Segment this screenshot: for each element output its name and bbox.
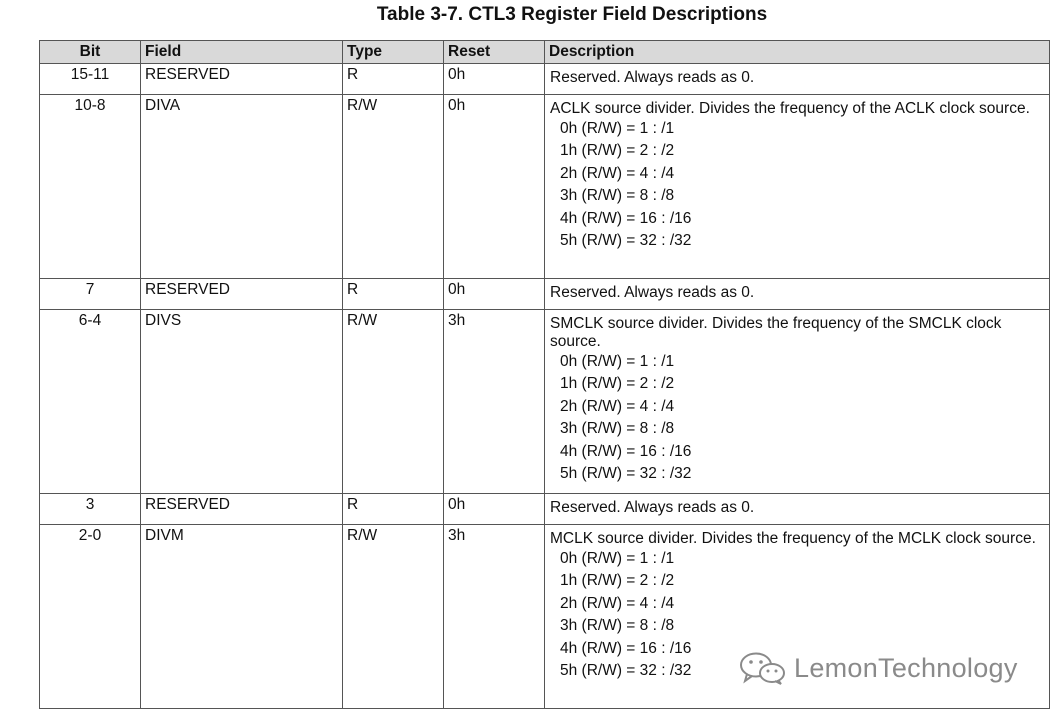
field-cell: DIVM (141, 525, 343, 709)
enum-value: 2h (R/W) = 4 : /4 (560, 594, 675, 612)
field-cell: RESERVED (141, 494, 343, 525)
description-text: Reserved. Always reads as 0. (550, 499, 755, 516)
register-field-table (39, 40, 1050, 709)
watermark-text: LemonTechnology (794, 652, 1018, 683)
enum-value: 5h (R/W) = 32 : /32 (560, 465, 692, 483)
enum-value: 0h (R/W) = 1 : /1 (560, 550, 675, 567)
bit-cell: 7 (40, 279, 141, 310)
enum-value: 3h (R/W) = 8 : /8 (560, 617, 675, 635)
description-text: MCLK source divider. Divides the frequency of the MCLK clock source. (550, 530, 1036, 547)
enum-value: 1h (R/W) = 2 : /2 (560, 572, 675, 590)
column-header-type: Type (343, 41, 444, 64)
field-cell: RESERVED (141, 279, 343, 310)
enum-value: 0h (R/W) = 1 : /1 (560, 353, 675, 370)
description-cell (545, 494, 1050, 525)
enum-value: 2h (R/W) = 4 : /4 (560, 397, 675, 415)
enum-value: 5h (R/W) = 32 : /32 (560, 662, 692, 680)
reset-cell: 3h (444, 310, 545, 494)
type-cell: R (343, 494, 444, 525)
description-cell (545, 64, 1050, 95)
type-cell: R/W (343, 525, 444, 709)
watermark (738, 648, 1018, 688)
bit-cell: 10-8 (40, 95, 141, 279)
field-cell: RESERVED (141, 64, 343, 95)
description-cell (545, 279, 1050, 310)
table-row (40, 494, 1050, 525)
bit-cell: 3 (40, 494, 141, 525)
enum-value: 3h (R/W) = 8 : /8 (560, 420, 675, 438)
type-cell: R (343, 279, 444, 310)
description-cell (545, 95, 1050, 279)
table-row (40, 95, 1050, 279)
description-text: Reserved. Always reads as 0. (550, 284, 755, 301)
table-row (40, 310, 1050, 494)
enum-list (550, 351, 1045, 485)
description-text: ACLK source divider. Divides the frequency of the ACLK clock source. (550, 100, 1030, 117)
reset-cell: 0h (444, 64, 545, 95)
enum-value: 1h (R/W) = 2 : /2 (560, 375, 675, 393)
enum-value: 5h (R/W) = 32 : /32 (560, 232, 692, 250)
column-header-bit: Bit (40, 41, 141, 64)
enum-value: 1h (R/W) = 2 : /2 (560, 142, 675, 160)
table-row (40, 279, 1050, 310)
column-header-description: Description (545, 41, 1050, 64)
type-cell: R (343, 64, 444, 95)
reset-cell: 0h (444, 494, 545, 525)
table-header-row (40, 41, 1050, 64)
bit-cell: 15-11 (40, 64, 141, 95)
enum-value: 0h (R/W) = 1 : /1 (560, 120, 675, 137)
reset-cell: 3h (444, 525, 545, 709)
column-header-reset: Reset (444, 41, 545, 64)
enum-list (550, 118, 1045, 252)
description-text: Reserved. Always reads as 0. (550, 69, 755, 86)
enum-value: 4h (R/W) = 16 : /16 (560, 442, 692, 460)
enum-value: 4h (R/W) = 16 : /16 (560, 639, 692, 657)
description-cell (545, 310, 1050, 494)
field-cell: DIVA (141, 95, 343, 279)
reset-cell: 0h (444, 95, 545, 279)
table-row (40, 64, 1050, 95)
enum-value: 2h (R/W) = 4 : /4 (560, 164, 675, 182)
column-header-field: Field (141, 41, 343, 64)
table-title: Table 3-7. CTL3 Register Field Descriptions (376, 4, 768, 25)
wechat-icon (738, 651, 788, 685)
type-cell: R/W (343, 310, 444, 494)
bit-cell: 6-4 (40, 310, 141, 494)
type-cell: R/W (343, 95, 444, 279)
reset-cell: 0h (444, 279, 545, 310)
enum-value: 4h (R/W) = 16 : /16 (560, 209, 692, 227)
description-text: SMCLK source divider. Divides the frequency of the SMCLK clock source. (550, 315, 1002, 350)
enum-value: 3h (R/W) = 8 : /8 (560, 187, 675, 205)
field-cell: DIVS (141, 310, 343, 494)
bit-cell: 2-0 (40, 525, 141, 709)
